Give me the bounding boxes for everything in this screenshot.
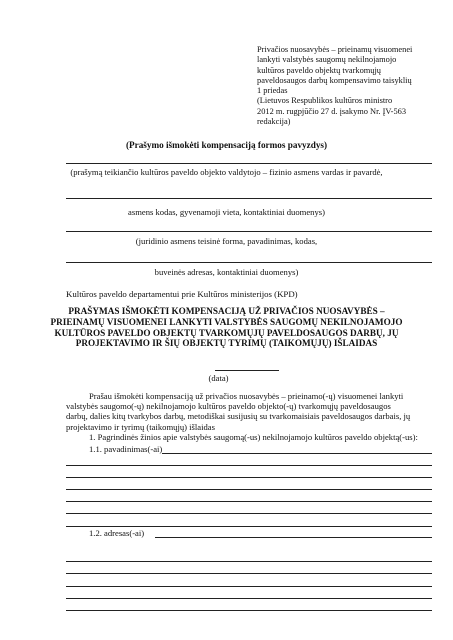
field-label-address: 1.2. adresas(-ai) bbox=[89, 528, 145, 538]
address-input-line[interactable] bbox=[66, 610, 432, 611]
applicant-caption: (prašymą teikiančio kultūros paveldo objekto valdytojo – fizinio asmens vardas ir pavardė, bbox=[70, 167, 383, 177]
applicant-caption: (juridinio asmens teisinė forma, pavadinimas, kodas, bbox=[135, 236, 318, 246]
body-line: Prašau išmokėti kompensaciją už privačios nuosavybės – prieinamo(-ų) visuomenei lankyti bbox=[89, 391, 404, 401]
heading-line: PROJEKTAVIMO IR ŠIŲ OBJEKTŲ TYRIMŲ (TAIKOMŲJŲ) IŠLAIDAS bbox=[75, 338, 378, 349]
date-line[interactable] bbox=[215, 370, 279, 371]
annex-line: paveldosaugos darbų kompensavimo taisyklių bbox=[257, 75, 412, 85]
applicant-code-line[interactable] bbox=[66, 198, 432, 199]
annex-header bbox=[257, 45, 447, 127]
name-input-line[interactable] bbox=[66, 477, 432, 478]
heading-line: KULTŪROS PAVELDO OBJEKTŲ TVARKOMŲJŲ PAVELDOSAUGOS DARBŲ, JŲ bbox=[54, 327, 399, 338]
address-input-line[interactable] bbox=[66, 573, 432, 574]
body-line: valstybės saugomo(-ų) nekilnojamojo kultūros paveldo objekto(-ų) tvarkomųjų paveldosaugos bbox=[66, 401, 391, 412]
annex-line: redakcija) bbox=[257, 117, 291, 127]
date-label: (data) bbox=[208, 373, 229, 383]
heading-line: PRIEINAMŲ VISUOMENEI LANKYTI VALSTYBĖS SAUGOMŲ NEKILNOJAMOJO bbox=[50, 316, 403, 327]
sample-title: (Prašymo išmokėti kompensaciją formos pavyzdys) bbox=[125, 140, 328, 150]
field-label-name: 1.1. pavadinimas(-ai) bbox=[89, 444, 163, 454]
address-input-line[interactable] bbox=[66, 586, 432, 587]
body-line: darbų, dalies kitų tvarkybos darbų, metodiškai susijusių su tvarkomaisiais paveldosaugos darbais, jų bbox=[66, 411, 411, 422]
name-input-line[interactable] bbox=[66, 513, 432, 514]
section-1-label: 1. Pagrindinės žinios apie valstybės saugomą(-us) nekilnojamojo kultūros paveldo objektą(-us): bbox=[89, 431, 418, 442]
applicant-name-line[interactable] bbox=[66, 163, 432, 164]
body-line: projektavimo ir tyrimų (taikomųjų) išlaidas bbox=[66, 421, 215, 432]
request-body bbox=[66, 391, 436, 442]
name-input-line[interactable] bbox=[66, 465, 432, 466]
annex-line: 1 priedas bbox=[257, 86, 288, 96]
name-input-line[interactable] bbox=[66, 489, 432, 490]
address-input-line[interactable] bbox=[155, 537, 432, 538]
address-input-line[interactable] bbox=[66, 561, 432, 562]
address-input-line[interactable] bbox=[66, 598, 432, 599]
name-input-line[interactable] bbox=[66, 501, 432, 502]
legal-entity-line[interactable] bbox=[66, 231, 432, 232]
annex-line: lankyti valstybės saugomų nekilnojamojo bbox=[257, 55, 397, 65]
applicant-caption: buveinės adresas, kontaktiniai duomenys) bbox=[154, 267, 299, 277]
name-input-line[interactable] bbox=[66, 526, 432, 527]
annex-line: Privačios nuosavybės – prieinamų visuomenei bbox=[257, 45, 413, 54]
addressee: Kultūros paveldo departamentui prie Kultūros ministerijos (KPD) bbox=[66, 289, 298, 299]
annex-line: (Lietuvos Respublikos kultūros ministro bbox=[257, 96, 393, 106]
annex-line: kultūros paveldo objektų tvarkomųjų bbox=[257, 65, 381, 75]
applicant-caption: asmens kodas, gyvenamoji vieta, kontaktiniai duomenys) bbox=[128, 207, 325, 217]
heading-line: PRAŠYMAS IŠMOKĖTI KOMPENSACIJĄ UŽ PRIVAČIOS NUOSAVYBĖS – bbox=[68, 306, 385, 316]
registered-address-line[interactable] bbox=[66, 262, 432, 263]
name-input-line[interactable] bbox=[162, 453, 432, 454]
request-heading bbox=[50, 306, 403, 349]
annex-line: 2012 m. rugpjūčio 27 d. įsakymo Nr. ĮV-563 bbox=[257, 106, 407, 116]
